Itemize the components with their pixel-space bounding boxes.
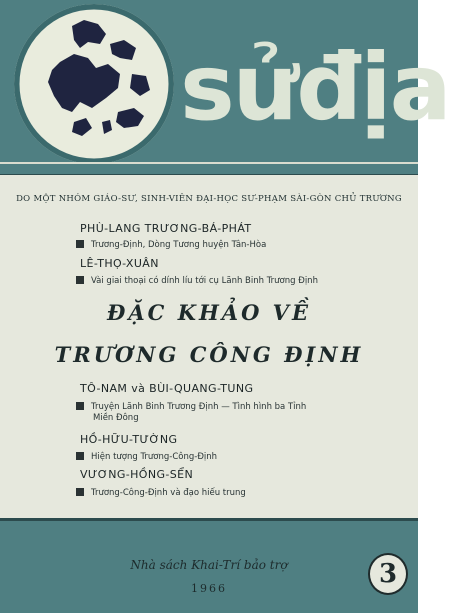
headline-line-2: TRƯƠNG CÔNG ĐỊNH: [54, 342, 364, 367]
article-title: Vài giai thoại có dính líu tới cụ Lãnh Binh Trương Định: [76, 276, 376, 287]
article-author: LÊ-THỌ-XUÂN: [80, 257, 159, 270]
globe-logo: [14, 4, 174, 164]
issue-number: 3: [368, 553, 408, 595]
bullet-icon: [76, 402, 84, 410]
world-map-icon: [14, 4, 174, 164]
publication-year: 1966: [191, 582, 227, 595]
bullet-icon: [76, 276, 84, 284]
publisher-line: Nhà sách Khai-Trí bảo trợ: [130, 558, 288, 572]
title-underline: [0, 162, 418, 164]
bullet-icon: [76, 240, 84, 248]
article-title: Truyện Lãnh Binh Trương Định — Tình hình ba Tỉnh Miền Đông: [76, 402, 376, 424]
bullet-icon: [76, 488, 84, 496]
article-author: PHÙ-LANG TRƯƠNG-BÁ-PHÁT: [80, 222, 252, 235]
article-author: TÔ-NAM và BÙI-QUANG-TUNG: [80, 382, 254, 395]
article-author: HỒ-HỮU-TƯỜNG: [80, 433, 178, 446]
headline-line-1: ĐẶC KHẢO VỀ: [107, 300, 311, 325]
article-title: Trương-Định, Dòng Tương huyện Tân-Hòa: [76, 240, 376, 251]
magazine-title: sửđịa: [180, 34, 450, 141]
article-title: Hiện tượng Trương-Công-Định: [76, 452, 376, 463]
sponsor-line: DO MỘT NHÓM GIÁO-SƯ, SINH-VIÊN ĐẠI-HỌC SƯ-PHẠM SÀI-GÒN CHỦ TRƯƠNG: [16, 194, 402, 204]
bullet-icon: [76, 452, 84, 460]
article-author: VƯƠNG-HỒNG-SỂN: [80, 468, 194, 481]
panel-bottom-rule: [0, 518, 418, 521]
article-title: Trương-Công-Định và đạo hiếu trung: [76, 488, 376, 499]
